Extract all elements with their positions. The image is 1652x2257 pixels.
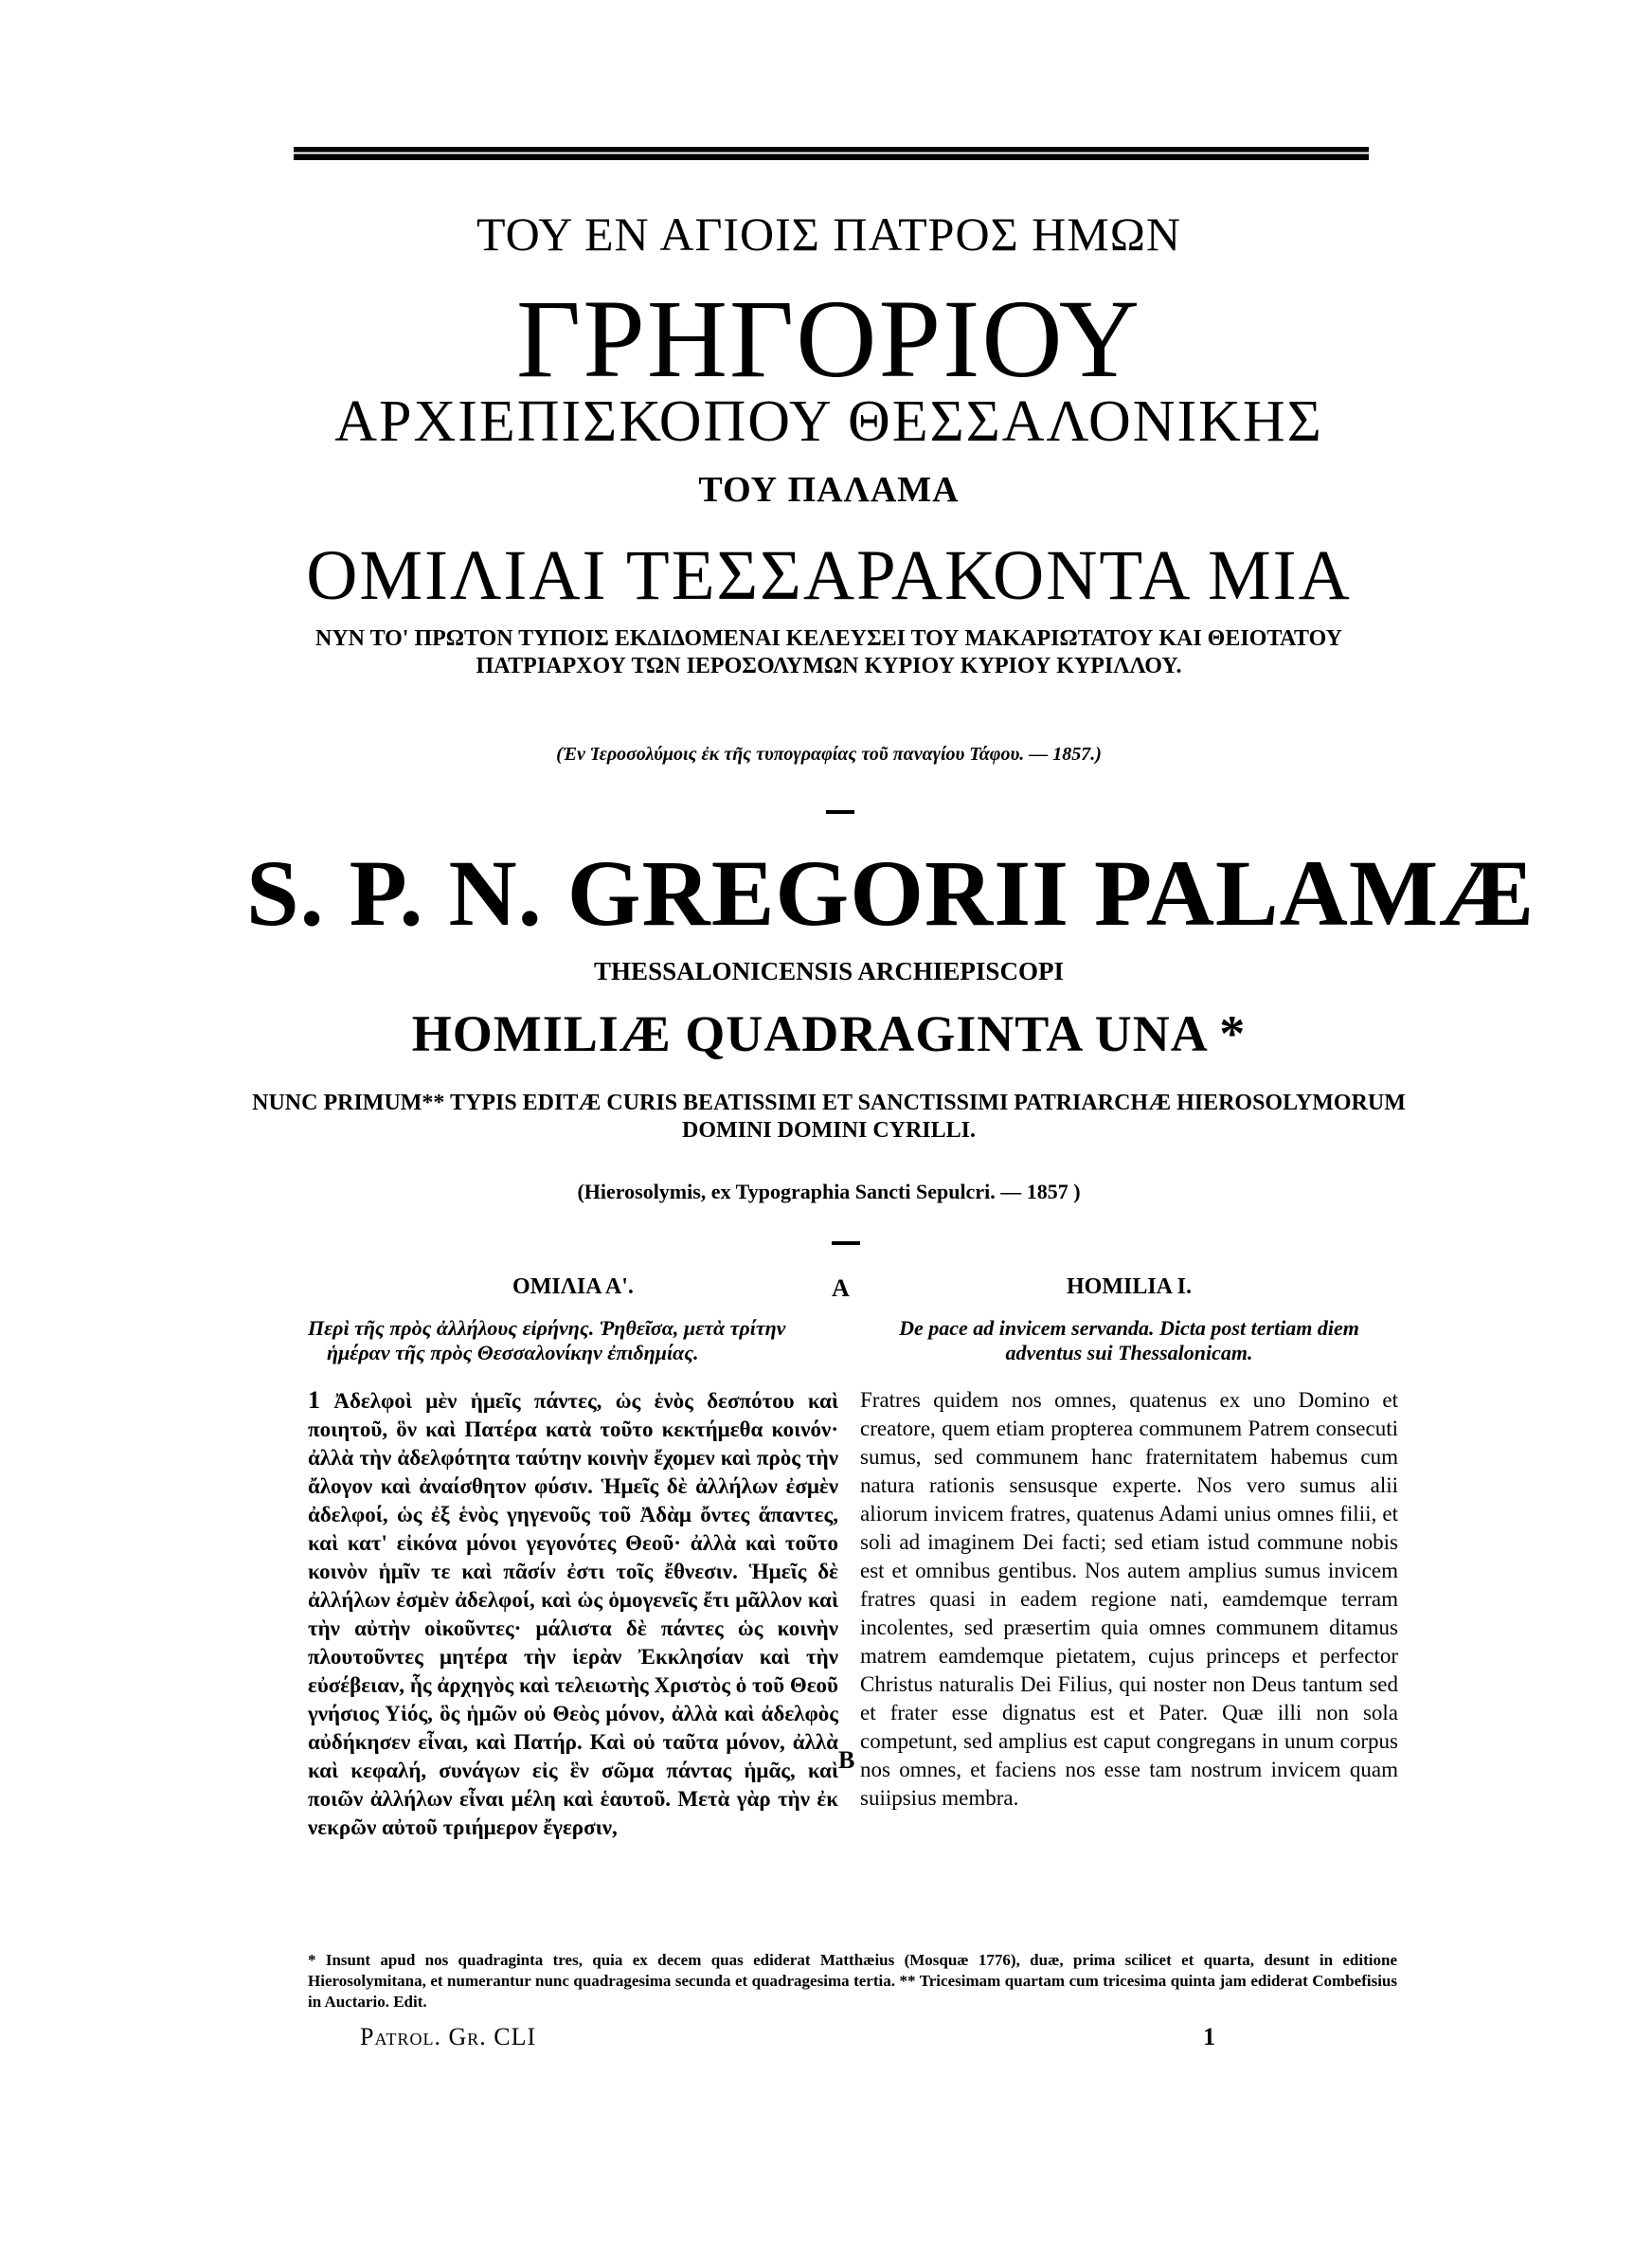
greek-intro-line: ΤΟΥ ΕΝ ΑΓΙΟΙΣ ΠΑΤΡΟΣ ΗΜΩΝ <box>476 208 1182 261</box>
latin-homily-subtitle: De pace ad invicem servanda. Dicta post tertiam diem adventus sui Thessalonicam. <box>899 1316 1359 1364</box>
column-marker-a: A <box>832 1274 850 1302</box>
greek-author-name: ΓΡΗΓΟΡΙΟΥ <box>516 277 1141 401</box>
greek-paragraph: Ἀδελφοὶ μὲν ἡμεῖς πάντες, ὡς ἑνὸς δεσπότου καὶ ποιητοῦ, ὃν καὶ Πατέρα κατὰ τοῦτο κεκτήμεθα κοινόν· ἀλλὰ τὴν ἀδελφότητα ταύτην κοινὴν ἔχομεν καὶ πρὸς τὴν ἄλογον καὶ ἀναίσθητον φύσιν. Ἡμεῖς δὲ ἀλλήλων ἐσμὲν ἀδελφοί, ὡς ἐξ ἑνὸς γηγενοῦς τοῦ Ἀδὰμ ὄντες ἅπαντες, καὶ κατ' εἰκόνα μόνοι γεγονότες Θεοῦ· ἀλλὰ καὶ τοῦτο κοινὸν ἡμῖν τε καὶ πᾶσίν ἐστι τοῖς ἔθνεσιν. Ἡμεῖς δὲ ἀλλήλων ἐσμὲν ἀδελφοί, καὶ ὡς ὁμογενεῖς ἔτι μᾶλλον καὶ τὴν αὐτὴν οἰκοῦντες· μάλιστα δὲ πάντες ὡς κοινὴν πλουτοῦντες μητέρα τὴν ἱερὰν Ἐκκλησίαν καὶ τὴν εὐσέβειαν, ἧς ἀρχηγὸς καὶ τελειωτὴς Χριστὸς ὁ τοῦ Θεοῦ γνήσιος Υἱός, ὃς ἡμῶν οὐ Θεὸς μόνον, ἀλλὰ καὶ ἀδελφὸς αὐδήκησεν εἶναι, καὶ Πατήρ. Καὶ οὐ ταῦτα μόνον, ἀλλὰ καὶ κεφαλή, συνάγων εἰς ἓν σῶμα πάντας ἡμᾶς, καὶ ποιῶν ἀλλήλων εἶναι μέλη καὶ ἑαυτοῦ. Μετὰ γὰρ τὴν ἐκ νεκρῶν αὐτοῦ τριήμερον ἔγερσιν, <box>308 1389 839 1839</box>
latin-imprint: (Hierosolymis, ex Typographia Sancti Sepulcri. — 1857 ) <box>577 1180 1081 1203</box>
greek-column <box>308 1274 838 1842</box>
latin-work-title: HOMILIÆ QUADRAGINTA UNA * <box>411 1005 1247 1062</box>
greek-homily-subtitle: Περὶ τῆς πρὸς ἀλλήλους εἰρήνης. Ῥηθεῖσα, μετὰ τρίτην ἡμέραν τῆς πρὸς Θεσσαλονίκην ἐπιδημίας. <box>308 1316 786 1364</box>
column-marker-b: B <box>838 1746 855 1774</box>
footnote: * Insunt apud nos quadraginta tres, quia ex decem quas ediderat Matthæius (Mosquæ 1776), duæ, prima scilicet et quarta, desunt in editione Hierosolymitana, et numerantur nunc quadragesima secunda et quadragesima tertia. ** Tricesimam quartam cum tricesima quinta jam ediderat Combefisius in Auctario. Edit. <box>308 1951 1397 2011</box>
section-divider <box>826 810 854 814</box>
greek-author-surname: ΤΟΥ ΠΑΛΑΜΑ <box>698 470 960 510</box>
latin-author-name: S. P. N. GREGORII PALAMÆ <box>246 840 1535 946</box>
greek-imprint: (Ἐν Ἱεροσολύμοις ἐκ τῆς τυπογραφίας τοῦ παναγίου Τάφου. — 1857.) <box>556 744 1102 765</box>
footer-page-number: 1 <box>1203 2023 1215 2050</box>
footer-series: Patrol. Gr. CLI <box>360 2023 537 2050</box>
latin-edition-note: NUNC PRIMUM** TYPIS EDITÆ CURIS BEATISSIMI ET SANCTISSIMI PATRIARCHÆ HIEROSOLYMORUM DOMINI DOMINI CYRILLI. <box>252 1091 1406 1143</box>
latin-homily-heading: HOMILIA I. <box>1066 1274 1193 1299</box>
section-divider <box>832 1241 860 1245</box>
paragraph-number: 1 <box>308 1386 320 1414</box>
greek-edition-note: ΝΥΝ ΤΟ' ΠΡΩΤΟΝ ΤΥΠΟΙΣ ΕΚΔΙΔΟΜΕΝΑΙ ΚΕΛΕΥΣΕΙ ΤΟΥ ΜΑΚΑΡΙΩΤΑΤΟΥ ΚΑΙ ΘΕΙΟΤΑΤΟΥ ΠΑΤΡΙΑΡΧΟΥ ΤΩΝ ΙΕΡΟΣΟΛΥΜΩΝ ΚΥΡΙΟΥ ΚΥΡΙΟΥ ΚΥΡΙΛΛΟΥ. <box>315 626 1342 678</box>
greek-author-title: ΑΡΧΙΕΠΙΣΚΟΠΟΥ ΘΕΣΣΑΛΟΝΙΚΗΣ <box>334 389 1323 454</box>
latin-paragraph: Fratres quidem nos omnes, quatenus ex uno Domino et creatore, quem etiam propterea communem Patrem consecuti sumus, sed communem hanc fraternitatem habemus cum natura rationis sensusque experte. Nos vero sumus alii aliorum invicem fratres, quatenus Adami unius omnes filii, et soli ad imaginem Dei facti; sed etiam istud commune nobis est et omnibus gentibus. Nos autem amplius sumus invicem fratres quasi in eadem regione nati, eamdemque terram incolentes, sed præsertim quia omnes communem ditamus matrem eamdemque pietatem, cujus princeps et perfector Christus naturalis Dei Filius, qui noster non Deus tantum sed et frater esse dignatus est et Pater. Quæ illi non sola competunt, sed amplius est caput congregans in unum corpus nos omnes, et faciens nos esse tam nostrum invicem quam suiipsius membra. <box>860 1388 1398 1810</box>
greek-homily-heading: ΟΜΙΛΙΑ Α'. <box>512 1274 634 1299</box>
greek-homily-text <box>308 1386 838 1842</box>
greek-work-title: ΟΜΙΛΙΑΙ ΤΕΣΣΑΡΑΚΟΝΤΑ ΜΙΑ <box>306 536 1352 615</box>
latin-column <box>860 1274 1398 1813</box>
top-double-rule <box>294 147 1369 160</box>
latin-author-title: THESSALONICENSIS ARCHIEPISCOPI <box>594 957 1064 985</box>
